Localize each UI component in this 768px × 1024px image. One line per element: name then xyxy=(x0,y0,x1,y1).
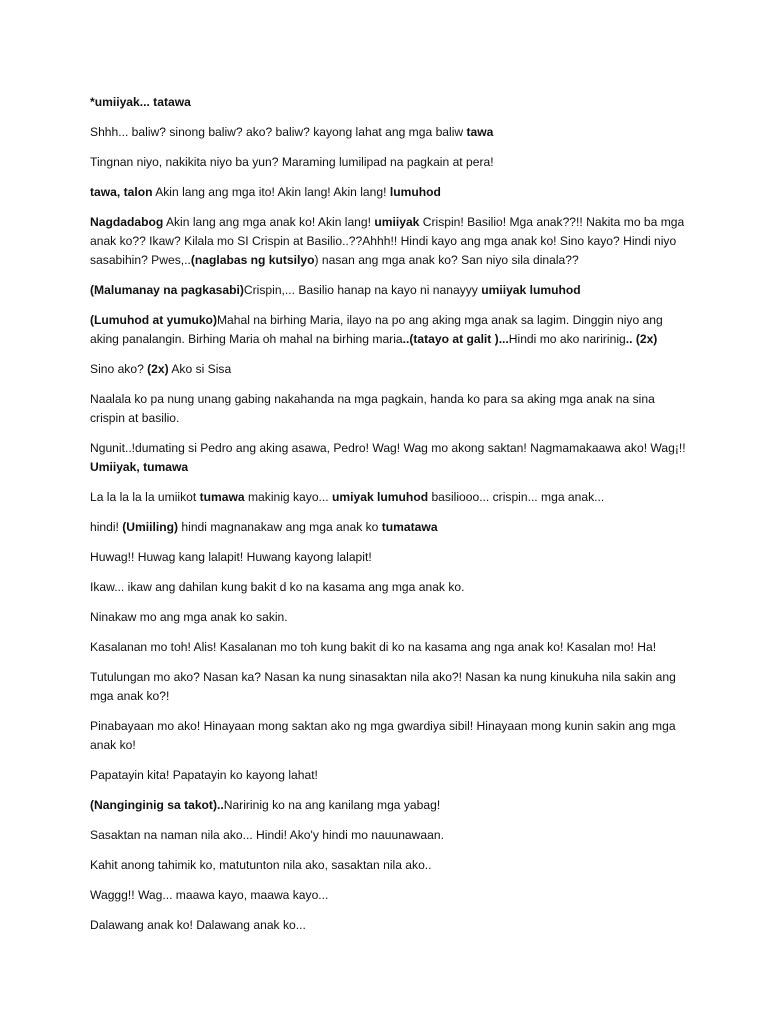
document-body xyxy=(90,93,688,935)
paragraph xyxy=(90,311,688,349)
stage-direction-text: *umiiyak... tatawa xyxy=(90,95,191,109)
dialogue-text: Pinabayaan mo ako! Hinayaan mong saktan ako ng mga gwardiya sibil! Hinayaan mong kunin sakin ang mga anak ko! xyxy=(90,719,676,752)
paragraph xyxy=(90,548,688,567)
paragraph xyxy=(90,638,688,657)
stage-direction-text: ..(tatayo at galit )... xyxy=(402,332,509,346)
stage-direction-text: umiyak lumuhod xyxy=(332,490,429,504)
dialogue-text: Naririnig ko na ang kanilang mga yabag! xyxy=(223,798,441,812)
paragraph xyxy=(90,488,688,507)
stage-direction-text: (2x) xyxy=(147,362,169,376)
dialogue-text: Tutulungan mo ako? Nasan ka? Nasan ka nung sinasaktan nila ako?! Nasan ka nung kinukuha nila sakin ang mga anak ko?! xyxy=(90,670,676,703)
paragraph xyxy=(90,390,688,428)
stage-direction-text: tumawa xyxy=(199,490,245,504)
paragraph xyxy=(90,183,688,202)
dialogue-text: Crispin! Basilio! Mga anak??!! Nakita mo ba mga anak ko?? Ikaw? Kilala mo SI Crispin at Basilio..??Ahhh!! Hindi kayo ang mga anak ko! Sino kayo? Hindi niyo sasabihin? Pwes,.. xyxy=(90,215,685,267)
dialogue-text: Kasalanan mo toh! Alis! Kasalanan mo toh kung bakit di ko na kasama ang nga anak ko! Kasalan mo! Ha! xyxy=(90,640,657,654)
paragraph xyxy=(90,123,688,142)
dialogue-text: hindi magnanakaw ang mga anak ko xyxy=(178,520,382,534)
paragraph xyxy=(90,439,688,477)
dialogue-text: Kahit anong tahimik ko, matutunton nila ako, sasaktan nila ako.. xyxy=(90,858,432,872)
stage-direction-text: tawa, talon xyxy=(90,185,153,199)
paragraph xyxy=(90,608,688,627)
dialogue-text: hindi! xyxy=(90,520,123,534)
paragraph xyxy=(90,916,688,935)
paragraph xyxy=(90,717,688,755)
stage-direction-text: tumatawa xyxy=(381,520,438,534)
dialogue-text: Ikaw... ikaw ang dahilan kung bakit d ko na kasama ang mga anak ko. xyxy=(90,580,465,594)
dialogue-text: Dalawang anak ko! Dalawang anak ko... xyxy=(90,918,306,932)
dialogue-text: Waggg!! Wag... maawa kayo, maawa kayo... xyxy=(90,888,329,902)
dialogue-text: Tingnan niyo, nakikita niyo ba yun? Maraming lumilipad na pagkain at pera! xyxy=(90,155,494,169)
paragraph xyxy=(90,886,688,905)
dialogue-text: Sino ako? xyxy=(90,362,148,376)
stage-direction-text: tawa xyxy=(466,125,494,139)
dialogue-text: makinig kayo... xyxy=(244,490,332,504)
dialogue-text: Ninakaw mo ang mga anak ko sakin. xyxy=(90,610,288,624)
dialogue-text: Shhh... baliw? sinong baliw? ako? baliw? kayong lahat ang mga baliw xyxy=(90,125,467,139)
paragraph xyxy=(90,213,688,270)
paragraph xyxy=(90,826,688,845)
paragraph xyxy=(90,766,688,785)
paragraph xyxy=(90,856,688,875)
dialogue-text: Sasaktan na naman nila ako... Hindi! Ako'y hindi mo nauunawaan. xyxy=(90,828,444,842)
dialogue-text: Papatayin kita! Papatayin ko kayong lahat! xyxy=(90,768,318,782)
dialogue-text: Akin lang ang mga anak ko! Akin lang! xyxy=(163,215,375,229)
dialogue-text: Crispin,... Basilio hanap na kayo ni nanayyy xyxy=(243,283,482,297)
dialogue-text: La la la la la umiikot xyxy=(90,490,200,504)
dialogue-text: basiliooo... crispin... mga anak... xyxy=(428,490,605,504)
paragraph xyxy=(90,360,688,379)
paragraph xyxy=(90,518,688,537)
stage-direction-text: (Malumanay na pagkasabi) xyxy=(90,283,244,297)
stage-direction-text: umiiyak lumuhod xyxy=(481,283,581,297)
dialogue-text: ) nasan ang mga anak ko? San niyo sila dinala?? xyxy=(314,253,579,267)
dialogue-text: Ako si Sisa xyxy=(168,362,232,376)
paragraph xyxy=(90,668,688,706)
stage-direction-text: (Umiiling) xyxy=(122,520,179,534)
stage-direction-text: lumuhod xyxy=(389,185,441,199)
dialogue-text: Naalala ko pa nung unang gabing nakahanda na mga pagkain, handa ko para sa aking mga anak na sina crispin at basilio. xyxy=(90,392,655,425)
paragraph xyxy=(90,281,688,300)
stage-direction-text: (Lumuhod at yumuko) xyxy=(90,313,217,327)
stage-direction-text: Nagdadabog xyxy=(90,215,164,229)
stage-direction-text: (naglabas ng kutsilyo xyxy=(190,253,315,267)
paragraph xyxy=(90,93,688,112)
paragraph xyxy=(90,578,688,597)
paragraph xyxy=(90,796,688,815)
dialogue-text: Akin lang ang mga ito! Akin lang! Akin lang! xyxy=(152,185,390,199)
stage-direction-text: .. (2x) xyxy=(625,332,658,346)
dialogue-text: Mahal na birhing Maria, ilayo na po ang aking mga anak sa lagim. Dinggin niyo ang aking panalangin. Birhing Maria oh mahal na birhing maria xyxy=(90,313,663,346)
stage-direction-text: Umiiyak, tumawa xyxy=(90,460,189,474)
dialogue-text: Hindi mo ako naririnig xyxy=(508,332,626,346)
stage-direction-text: umiiyak xyxy=(374,215,420,229)
stage-direction-text: (Nanginginig sa takot).. xyxy=(90,798,224,812)
paragraph xyxy=(90,153,688,172)
dialogue-text: Ngunit..!dumating si Pedro ang aking asawa, Pedro! Wag! Wag mo akong saktan! Nagmamakaawa ako! Wag¡!! xyxy=(90,441,686,455)
dialogue-text: Huwag!! Huwag kang lalapit! Huwang kayong lalapit! xyxy=(90,550,372,564)
